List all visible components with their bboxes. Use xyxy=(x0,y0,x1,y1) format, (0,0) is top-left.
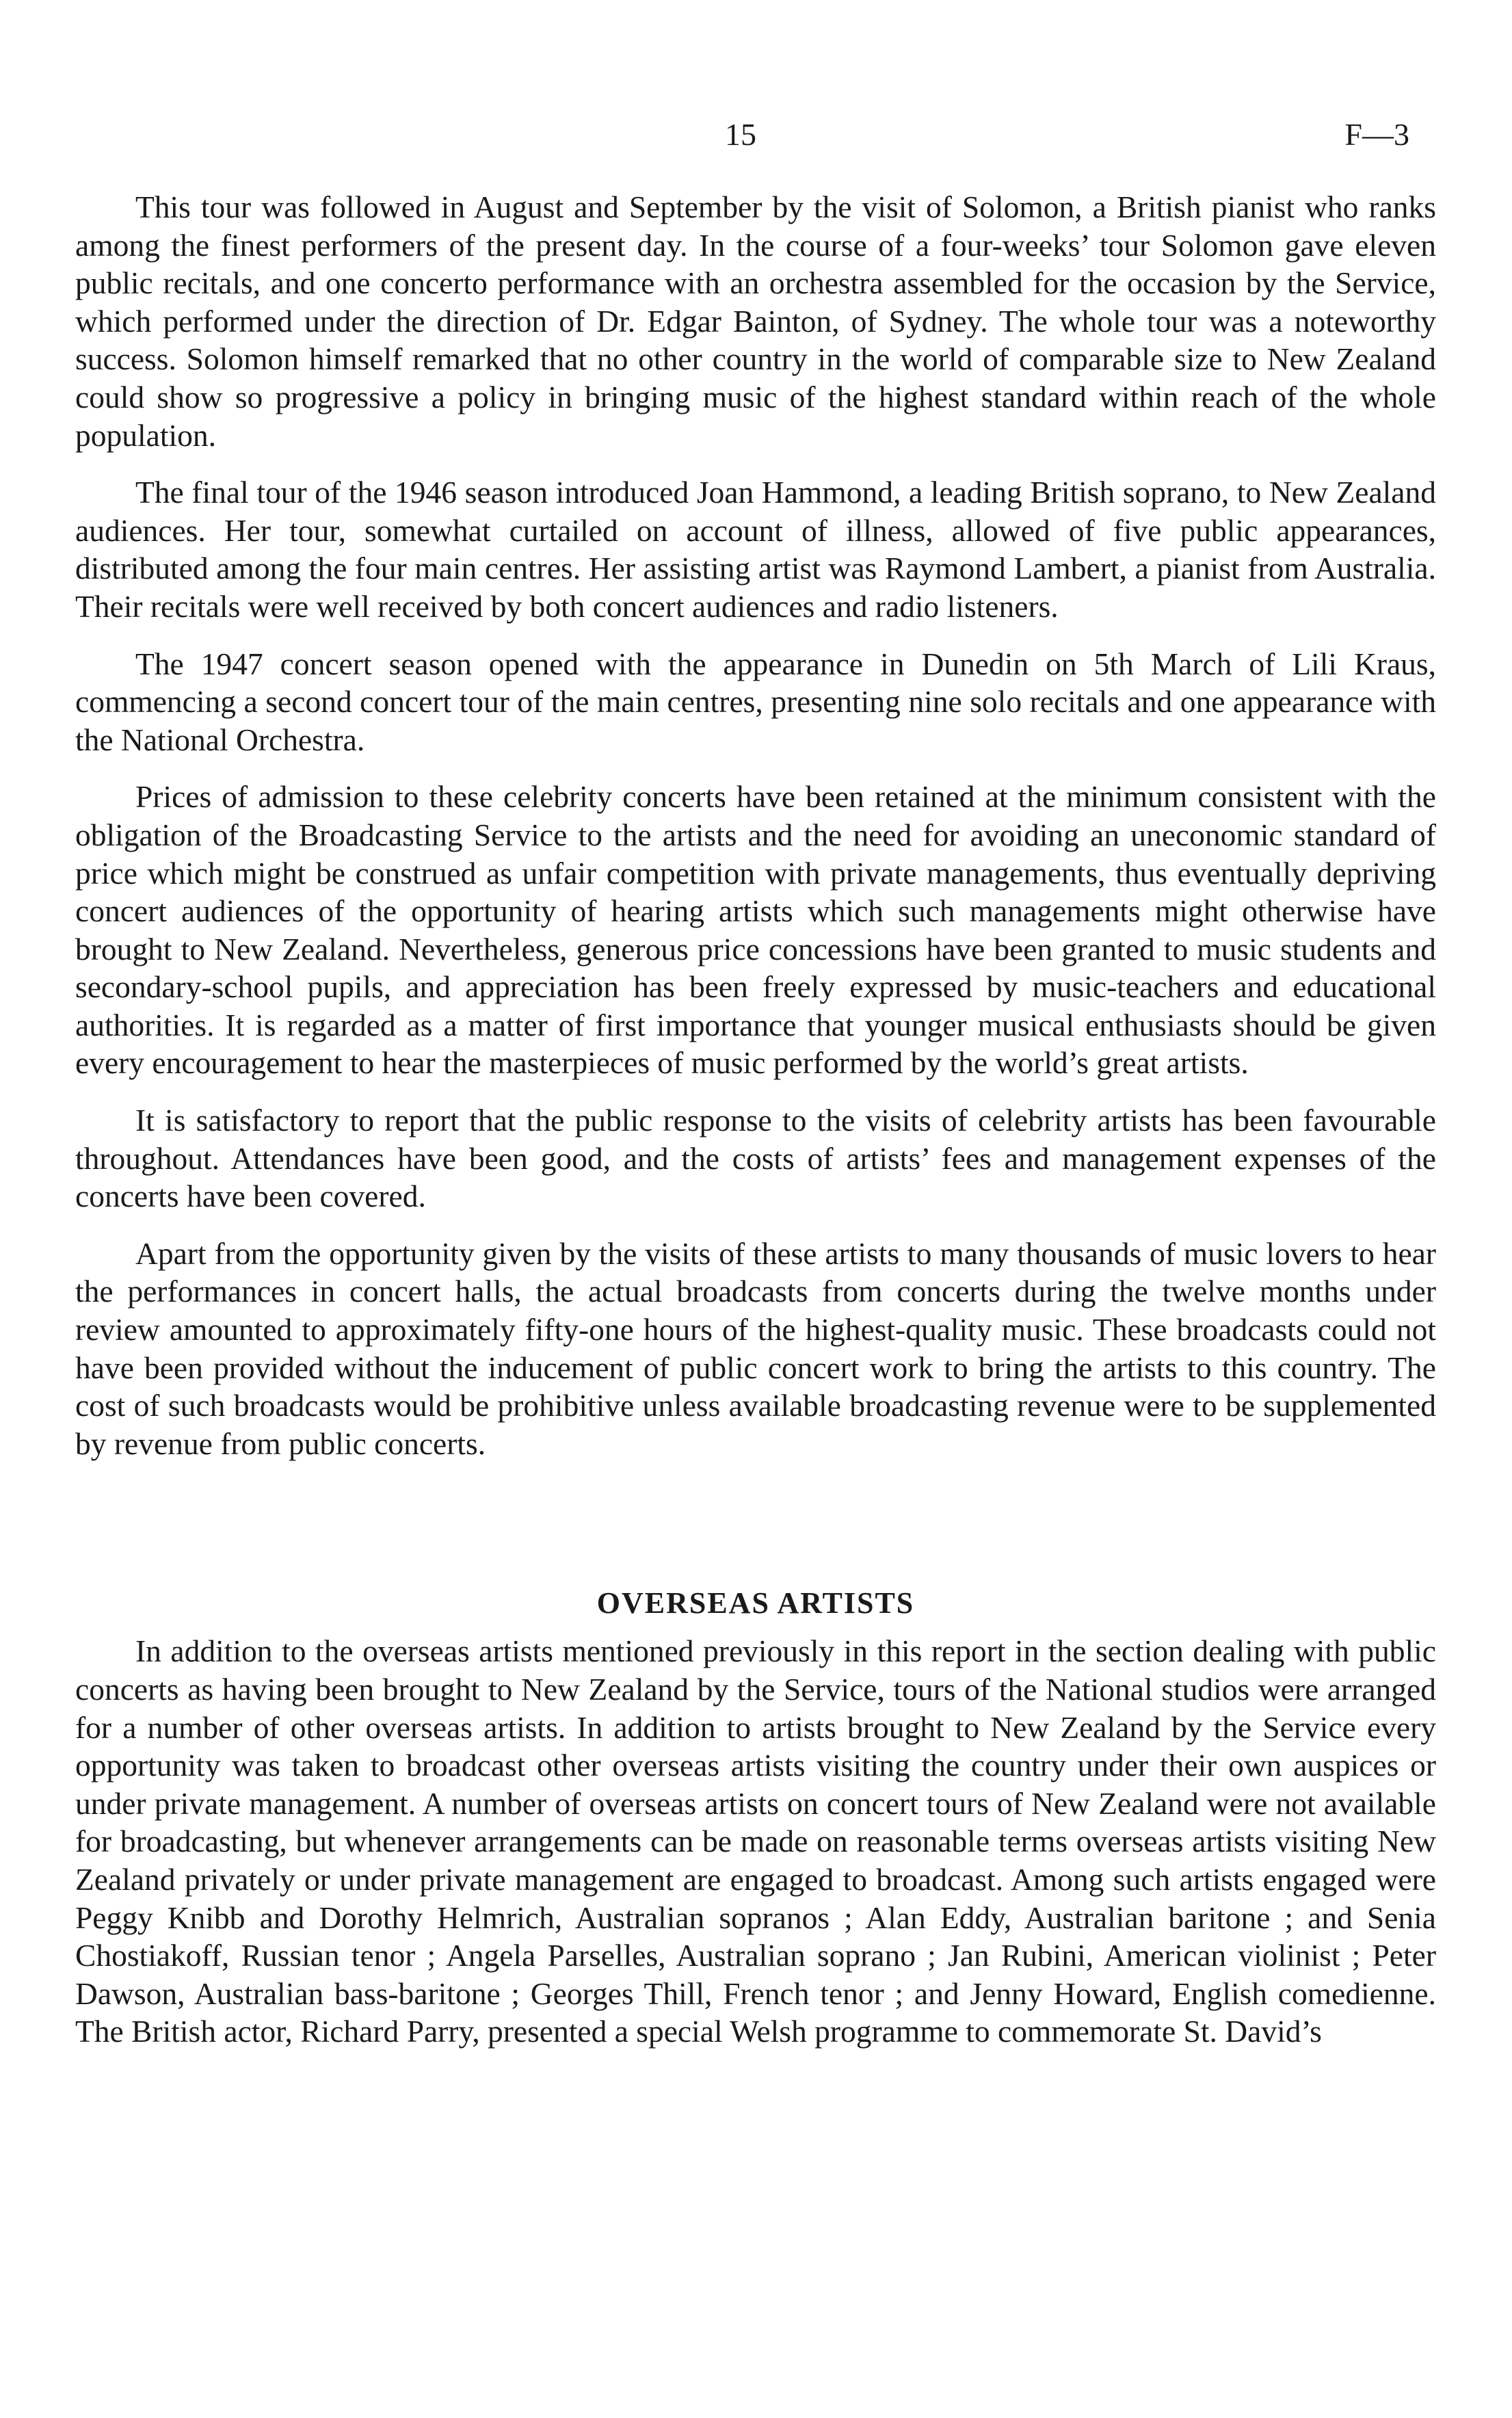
page-header xyxy=(0,116,1512,157)
paragraph-solomon-tour: This tour was followed in August and September by the visit of Solomon, a British pianist who ranks among the finest performers of the present day. In the course of a four-weeks’ tour Solomon gave eleven public recitals, and one concerto performance with an orchestra assembled for the occasion by the Service, which performed under the direction of Dr. Edgar Bainton, of Sydney. The whole tour was a noteworthy success. Solomon himself remarked that no other country in the world of comparable size to New Zealand could show so progressive a policy in bringing music of the highest standard within reach of the whole population. xyxy=(75,189,1436,453)
page-number: 15 xyxy=(725,117,756,152)
paragraph-public-response: It is satisfactory to report that the public response to the visits of celebrity artists has been favourable throughout. Attendances have been good, and the costs of artists’ fees and management expenses of the concerts have been covered. xyxy=(75,1103,1436,1214)
paragraph-lili-kraus: The 1947 concert season opened with the appearance in Dunedin on 5th March of Lili Kraus, commencing a second concert tour of the main centres, presenting nine solo recitals and one appearance with the National Orchestra. xyxy=(75,646,1436,757)
paragraph-admission-prices: Prices of admission to these celebrity concerts have been retained at the minimum consistent with the obligation of the Broadcasting Service to the artists and the need for avoiding an uneconomic standard of price which might be construed as unfair competition with private managements, thus eventually depriving concert audiences of the opportunity of hearing artists which such managements might otherwise have brought to New Zealand. Nevertheless, generous price concessions have been granted to music students and secondary-school pupils, and appreciation has been freely expressed by music-teachers and educational authorities. It is regarded as a matter of first importance that younger musical enthusiasts should be given every encouragement to hear the masterpieces of music performed by the world’s great artists. xyxy=(75,779,1436,1081)
paragraph-broadcasts: Apart from the opportunity given by the visits of these artists to many thousands of music lovers to hear the performances in concert halls, the actual broadcasts from concerts during the twelve months under review amounted to approximately fifty-one hours of the highest-quality music. These broadcasts could not have been provided without the inducement of public concert work to bring the artists to this country. The cost of such broadcasts would be prohibitive unless available broadcasting revenue were to be supplemented by revenue from public concerts. xyxy=(75,1235,1436,1461)
section-heading: OVERSEAS ARTISTS xyxy=(596,1586,915,1620)
paragraph-joan-hammond: The final tour of the 1946 season introduced Joan Hammond, a leading British soprano, to New Zealand audiences. Her tour, somewhat curtailed on account of illness, allowed of five public appearances, distributed among the four main centres. Her assisting artist was Raymond Lambert, a pianist from Australia. Their recitals were well received by both concert audiences and radio listeners. xyxy=(75,475,1436,624)
body-text xyxy=(75,188,1436,2070)
document-reference: F—3 xyxy=(1344,117,1409,152)
paragraph-overseas-artists: In addition to the overseas artists mentioned previously in this report in the section dealing with public concerts as having been brought to New Zealand by the Service, tours of the National studios were arranged for a number of other overseas artists. In addition to artists brought to New Zealand by the Service every opportunity was taken to broadcast other overseas artists visiting the country under their own auspices or under private management. A number of overseas artists on concert tours of New Zealand were not available for broadcasting, but whenever arrangements can be made on reasonable terms overseas artists visiting New Zealand privately or under private management are engaged to broadcast. Among such artists engaged were Peggy Knibb and Dorothy Helmrich, Australian sopranos ; Alan Eddy, Australian baritone ; and Senia Chostiakoff, Russian tenor ; Angela Parselles, Australian soprano ; Jan Rubini, American violinist ; Peter Dawson, Australian bass-baritone ; Georges Thill, French tenor ; and Jenny Howard, English comedienne. The British actor, Richard Parry, presented a special Welsh programme to commemorate St. David’s xyxy=(75,1633,1436,2049)
